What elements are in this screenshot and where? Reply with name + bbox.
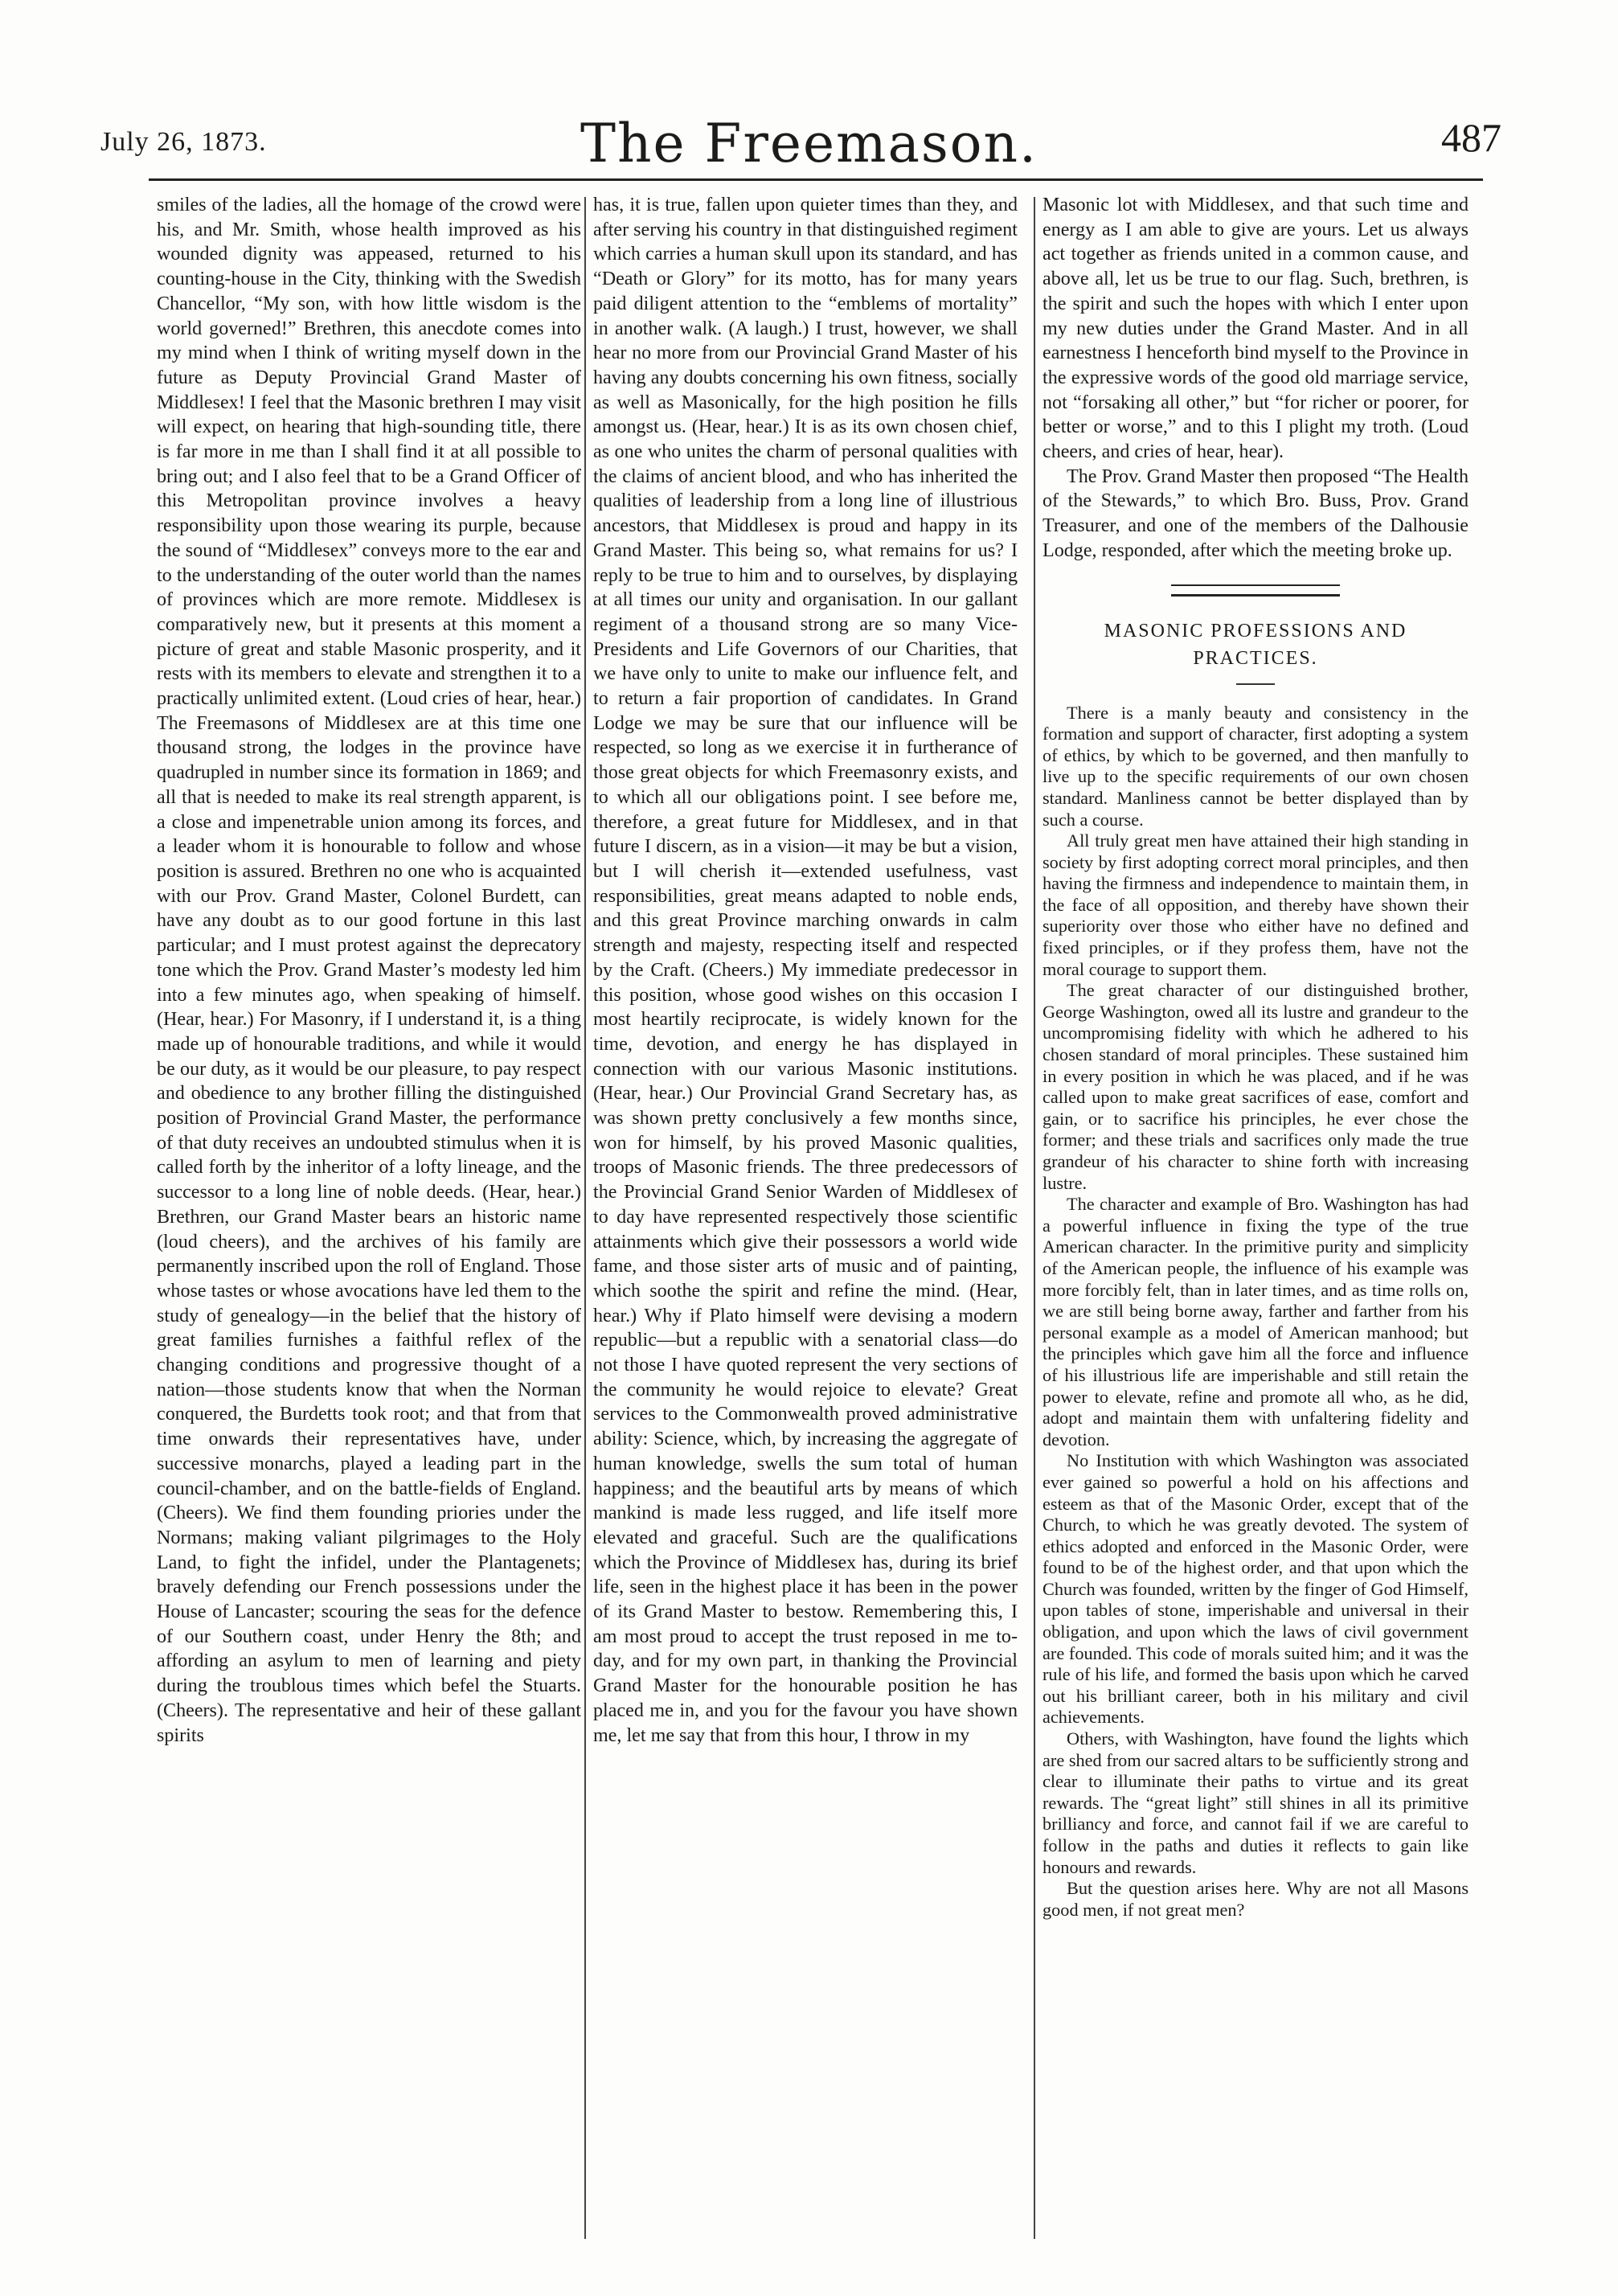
article-paragraph: The character and example of Bro. Washington has had a powerful influence in fixing the type of the true American character. In the primitive purity and simplicity of the American people, the influence of his example was more forcibly felt, than in later times, and as time rolls on, we are still being borne away, farther and farther from his personal example as a model of American manhood; but the principles which gave him all the force and influence of his illustrious life are imperishable and still retain the power to elevate, refine and promote all who, as he did, adopt and maintain them with unfaltering fidelity and devotion. xyxy=(1042,1194,1468,1449)
column-divider xyxy=(1034,197,1035,2239)
meeting-close-paragraph: The Prov. Grand Master then proposed “The Health of the Stewards,” to which Bro. Buss, Prov. Grand Treasurer, and one of the members of the Dalhousie Lodge, responded, after which the meeting broke up. xyxy=(1042,465,1468,561)
article-paragraph: But the question arises here. Why are not all Masons good men, if not great men? xyxy=(1042,1878,1468,1920)
issue-date: July 26, 1873. xyxy=(100,127,267,157)
column-1 xyxy=(157,193,581,1748)
speech-text-col1: smiles of the ladies, all the homage of the crowd were his, and Mr. Smith, whose health improved as his wounded dignity was appeased, returned to his counting-house in the City, thinking with the Swedish Chancellor, “My son, with how little wisdom is the world governed!” Brethren, this anecdote comes into my mind when I think of writing myself down in the future as Deputy Provincial Grand Master of Middlesex! I feel that the Masonic brethren I may visit will expect, on hearing that high-sounding title, there is far more in me than I shall find it at all possible to bring out; and I also feel that to be a Grand Officer of this Metropolitan province involves a heavy responsibility upon those wearing its purple, because the sound of “Middlesex” conveys more to the ear and to the understanding of the outer world than the names of provinces which are more remote. Middlesex is comparatively new, but it presents at this moment a picture of great and stable Masonic prosperity, and it rests with its members to elevate and strengthen it to a practically unlimited extent. (Loud cries of hear, hear.) The Freemasons of Middlesex are at this time one thousand strong, the lodges in the province have quadrupled in number since its formation in 1869; and all that is needed to make its real strength apparent, is a close and impenetrable union among its forces, and a leader whom it is honourable to follow and whose position is assured. Brethren no one who is acquainted with our Prov. Grand Master, Colonel Burdett, can have any doubt as to our good fortune in this last particular; and I must protest against the deprecatory tone which the Prov. Grand Master’s modesty led him into a few minutes ago, when speaking of himself. (Hear, hear.) For Masonry, if I understand it, is a thing made up of honourable traditions, and while it would be our duty, as it would be our pleasure, to pay respect and obedience to any brother filling the distinguished position of Provincial Grand Master, the performance of that duty receives an undoubted stimulus when it is called forth by the inheritor of a lofty lineage, and the successor to a long line of noble deeds. (Hear, hear.) Brethren, our Grand Master bears an historic name (loud cheers), and the archives of his family are permanently inscribed upon the roll of England. Those whose tastes or whose avocations have led them to the study of genealogy—in the belief that the history of great families furnishes a faithful reflex of the changing conditions and progressive thought of a nation—those students know that when the Norman conquered, the Burdetts took root; and that from that time onwards their representatives have, under successive monarchs, played a leading part in the council-chamber, and on the battle-fields of England. (Cheers). We find them founding priories under the Normans; making valiant pilgrimages to the Holy Land, to fight the infidel, under the Plantagenets; bravely defending our French possessions under the House of Lancaster; scouring the seas for the defence of our Southern coast, under Henry the 8th; and affording an asylum to men of learning and piety during the troublous times which befel the Stuarts. (Cheers). The representative and heir of these gallant spirits xyxy=(157,195,581,1746)
speech-text-col2: has, it is true, fallen upon quieter times than they, and after serving his country in that distinguished regiment which carries a human skull upon its standard, and has “Death or Glory” for its motto, has for many years paid diligent attention to the “emblems of mortality” in another walk. (A laugh.) I trust, however, we shall hear no more from our Provincial Grand Master of his having any doubts concerning his own fitness, socially as well as Masonically, for the high position he fills amongst us. (Hear, hear.) It is as its own chosen chief, as one who unites the charm of personal qualities with the claims of ancient blood, and who has inherited the qualities of leadership from a long line of illustrious ancestors, that Middlesex is proud and happy in its Grand Master. This being so, what remains for us? I reply to be true to him and to ourselves, by displaying at all times our unity and organisation. In our gallant regiment of a thousand strong are so many Vice-Presidents and Life Governors of our Charities, that we have only to unite to make our influence felt, and to return a fair proportion of candidates. In Grand Lodge we may be sure that our influence will be respected, so long as we exercise it in furtherance of those great objects for which Freemasonry exists, and to which all our obligations point. I see before me, therefore, a great future for Middlesex, and in that future I discern, as in a vision—it may be but a vision, but I will cherish it—extended usefulness, vast responsibilities, great means adapted to noble ends, and this great Province marching onwards in calm strength and majesty, respecting itself and respected by the Craft. (Cheers.) My immediate predecessor in this position, whose good wishes on this occasion I most heartily reciprocate, is widely known for the time, devotion, and energy he has displayed in connection with our various Masonic institutions. (Hear, hear.) Our Provincial Grand Secretary has, as was shown pretty conclusively a few months since, won for himself, by his proved Masonic qualities, troops of Masonic friends. The three predecessors of the Provincial Grand Senior Warden of Middlesex of to day have represented respectively those scientific attainments which give their possessors a world wide fame, and those sister arts of music and of painting, which soothe the spirit and refine the mind. (Hear, hear.) Why if Plato himself were devising a modern republic—but a republic with a senatorial class—do not those I have quoted represent the very sections of the community he would rejoice to elevate? Great services to the Commonwealth proved administrative ability: Science, which, by increasing the aggregate of human knowledge, swells the sum total of human happiness; and the beautiful arts by means of which mankind is made less rugged, and life itself more elevated and graceful. Such are the qualifications which the Province of Middlesex has, during its brief life, seen in the highest place it has been in the power of its Grand Master to bestow. Remembering this, I am most proud to accept the trust reposed in me to-day, and for my own part, in thanking the Provincial Grand Master for the honourable position he has placed me in, and you for the favour you have shown me, let me say that from this hour, I throw in my xyxy=(593,195,1018,1746)
article-title: MASONIC PROFESSIONS AND PRACTICES. xyxy=(1104,620,1407,669)
article-paragraph: Others, with Washington, have found the lights which are shed from our sacred altars to be sufficiently strong and clear to illuminate their paths to virtue and its great rewards. The “great light” still shines in all its primitive brilliancy and force, and cannot fail if we are careful to follow in the paths and duties it reflects to gain like honours and rewards. xyxy=(1042,1728,1468,1877)
article-paragraph: All truly great men have attained their high standing in society by first adopting correct moral principles, and then having the firmness and independence to maintain them, in the face of all opposition, and thereby have shown their superiority over those who either have no defined and fixed principles, or if they profess them, have not the moral courage to support them. xyxy=(1042,830,1468,979)
masthead-title: The Freemason. xyxy=(580,113,1038,174)
speech-conclusion: Masonic lot with Middlesex, and that such time and energy as I am able to give are yours. Let us always act together as friends united in a common cause, and above all, let us be true to our flag. Such, brethren, is the spirit and such the hopes with which I enter upon my new duties under the Grand Master. And in all earnestness I henceforth bind myself to the Province in the expressive words of the good old marriage service, not “forsaking all other,” but “for richer or poorer, for better or worse,” and to this I plight my troth. (Loud cheers, and cries of hear, hear). xyxy=(1042,195,1468,463)
column-2 xyxy=(593,193,1018,1748)
section-divider xyxy=(1171,584,1340,597)
article-paragraph: No Institution with which Washington was associated ever gained so powerful a hold on his affections and esteem as that of the Masonic Order, except that of the Church, to which he was greatly devoted. The system of ethics adopted and enforced in the Masonic Order, were found to be of the highest order, and that upon which the Church was founded, written by the finger of God Himself, upon tables of stone, imperishable and universal in their obligation, and upon which the laws of civil government are founded. This code of morals suited him; and it was the rule of his life, and formed the basis upon which he carved out his brilliant career, both in his military and civil achievements. xyxy=(1042,1450,1468,1728)
article-paragraph: There is a manly beauty and consistency in the formation and support of character, first adopting a system of ethics, by which to be governed, and then manfully to live up to the specific requirements of our own chosen standard. Manliness cannot be better displayed than by such a course. xyxy=(1042,702,1468,830)
article-body xyxy=(1042,703,1468,1921)
column-3 xyxy=(1042,193,1468,1921)
header-rule xyxy=(149,178,1483,181)
page-number: 487 xyxy=(1441,115,1501,160)
column-divider xyxy=(584,197,586,2239)
title-dash xyxy=(1236,683,1275,685)
article-paragraph: The great character of our distinguished brother, George Washington, owed all its lustre and grandeur to the uncompromising fidelity with which he adhered to his chosen standard of moral principles. These sustained him in every position in which he was placed, and if he was called upon to make great sacrifices of ease, comfort and gain, or to sacrifice his principles, he ever chose the former; and these trials and sacrifices only made the true grandeur of his character to shine forth with increasing lustre. xyxy=(1042,980,1468,1193)
